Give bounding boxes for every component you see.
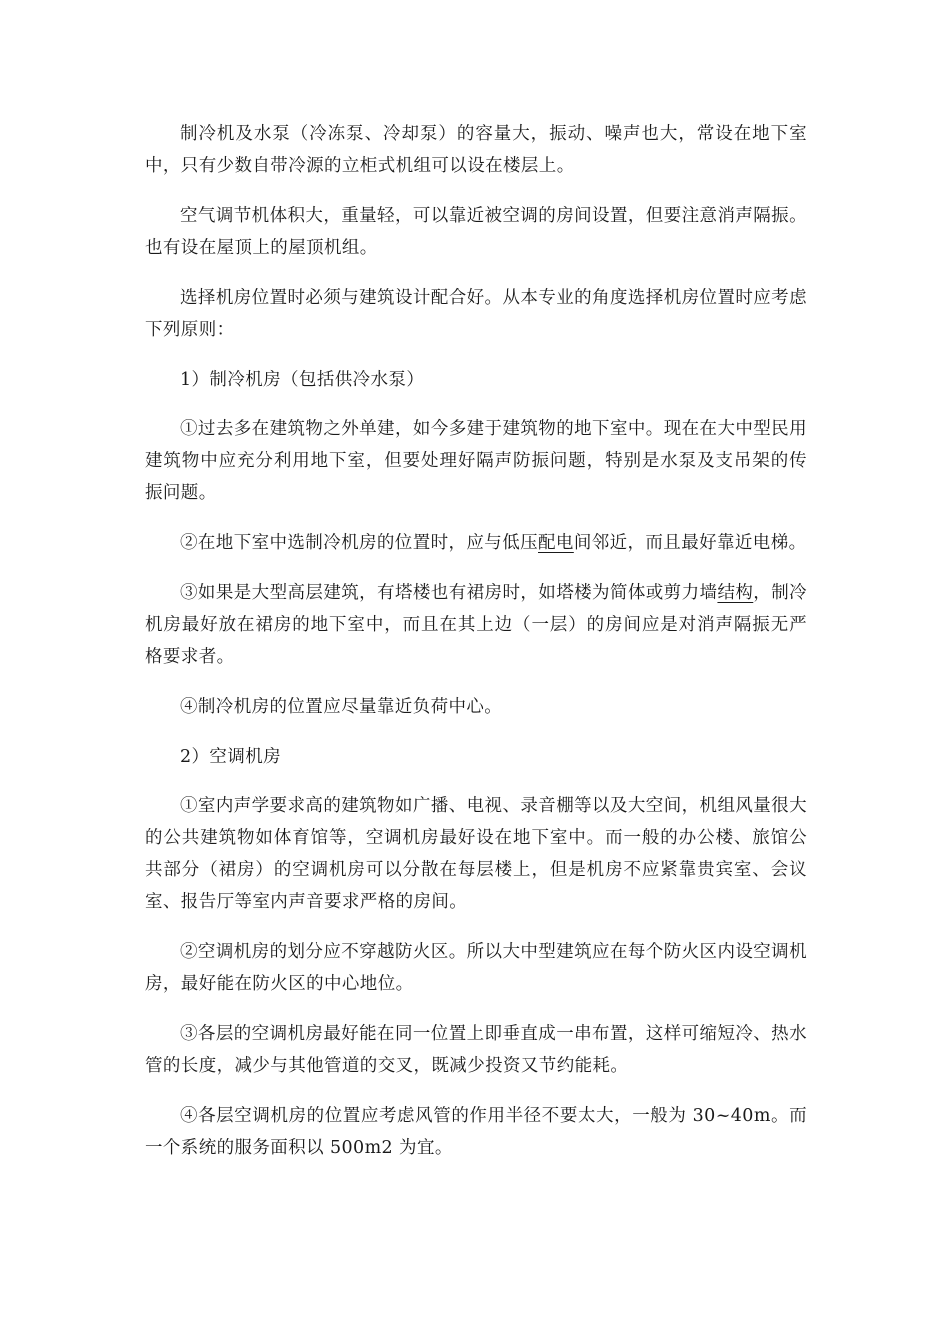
paragraph-ac-item-2: ②空调机房的划分应不穿越防火区。所以大中型建筑应在每个防火区内设空调机房，最好能在防火区的中心地位。	[145, 942, 807, 994]
paragraph-chiller-pumps: 制冷机及水泵（冷冻泵、冷却泵）的容量大，振动、噪声也大，常设在地下室中，只有少数自带冷源的立柜式机组可以设在楼层上。	[145, 124, 807, 176]
paragraph-ac-item-4: ④各层空调机房的位置应考虑风管的作用半径不要太大，一般为 30~40m。而一个系统的服务面积以 500m2 为宜。	[145, 1106, 807, 1158]
text-span: ②在地下室中选制冷机房的位置时，应与低压	[180, 533, 538, 553]
paragraph-air-handler: 空气调节机体积大，重量轻，可以靠近被空调的房间设置，但要注意消声隔振。也有设在屋顶上的屋顶机组。	[145, 206, 807, 258]
paragraph-ac-item-3: ③各层的空调机房最好能在同一位置上即垂直成一串布置，这样可缩短冷、热水管的长度，减少与其他管道的交叉，既减少投资又节约能耗。	[145, 1024, 807, 1076]
text-span: ③如果是大型高层建筑，有塔楼也有裙房时，如塔楼为简体或剪力墙	[180, 583, 718, 603]
section-heading-ac-room: 2）空调机房	[180, 747, 282, 767]
section-heading-chiller-room: 1）制冷机房（包括供冷水泵）	[180, 370, 425, 390]
paragraph-site-selection: 选择机房位置时必须与建筑设计配合好。从本专业的角度选择机房位置时应考虑下列原则：	[145, 288, 807, 340]
document-page	[145, 118, 807, 1182]
link-power-distribution[interactable]: 配电	[538, 533, 574, 553]
link-structure[interactable]: 结构	[717, 583, 754, 603]
text-span: 间邻近，而且最好靠近电梯。	[573, 533, 807, 553]
paragraph-chiller-item-3	[145, 577, 807, 673]
paragraph-chiller-item-1: ①过去多在建筑物之外单建，如今多建于建筑物的地下室中。现在在大中型民用建筑物中应充分利用地下室，但要处理好隔声防振问题，特别是水泵及支吊架的传振问题。	[145, 419, 807, 503]
paragraph-chiller-item-4: ④制冷机房的位置应尽量靠近负荷中心。	[180, 697, 503, 717]
paragraph-ac-item-1: ①室内声学要求高的建筑物如广播、电视、录音棚等以及大空间，机组风量很大的公共建筑物如体育馆等，空调机房最好设在地下室中。而一般的办公楼、旅馆公共部分（裙房）的空调机房可以分散在每层楼上，但是机房不应紧靠贵宾室、会议室、报告厅等室内声音要求严格的房间。	[145, 796, 807, 912]
paragraph-chiller-item-2	[145, 527, 807, 559]
text-span: ，制冷机房最好放在裙房的地下室中，而且在其上边（一层）的房间应是对消声隔振无严格要求者。	[145, 583, 808, 667]
